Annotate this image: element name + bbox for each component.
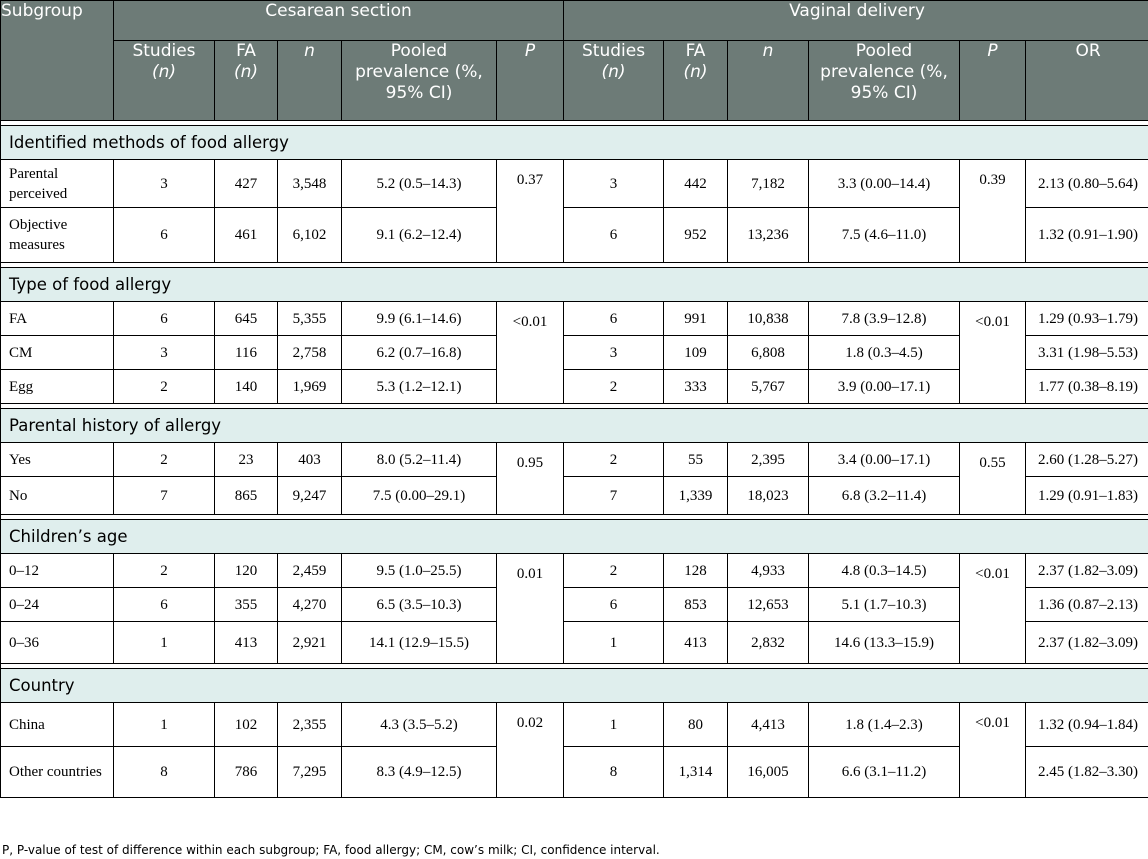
cs-pooled-cell: 6.5 (3.5–10.3) xyxy=(342,588,497,622)
cs-fa-cell: 355 xyxy=(215,588,278,622)
or-cell: 2.45 (1.82–3.30) xyxy=(1026,747,1148,798)
row-label: China xyxy=(1,703,114,747)
or-cell: 1.32 (0.91–1.90) xyxy=(1026,208,1148,263)
cs-studies-cell: 6 xyxy=(114,588,215,622)
cs-n-cell: 2,459 xyxy=(278,554,342,588)
row-label: CM xyxy=(1,336,114,370)
table-body xyxy=(1,121,1148,798)
section-header-row xyxy=(1,520,1148,554)
table-row xyxy=(1,443,1148,477)
cs-n-cell: 2,921 xyxy=(278,622,342,664)
vd-n-cell: 4,933 xyxy=(728,554,809,588)
or-cell: 2.60 (1.28–5.27) xyxy=(1026,443,1148,477)
vd-studies-cell: 1 xyxy=(564,622,664,664)
cs-n-cell: 7,295 xyxy=(278,747,342,798)
vd-n-cell: 18,023 xyxy=(728,477,809,515)
vd-studies-cell: 2 xyxy=(564,554,664,588)
cs-pooled-cell: 4.3 (3.5–5.2) xyxy=(342,703,497,747)
cs-fa-cell: 140 xyxy=(215,370,278,404)
table-row xyxy=(1,554,1148,588)
vd-pooled-cell: 1.8 (0.3–4.5) xyxy=(809,336,960,370)
table-row xyxy=(1,160,1148,208)
row-label: Objective measures xyxy=(1,208,114,263)
or-cell: 2.13 (0.80–5.64) xyxy=(1026,160,1148,208)
vd-n-cell: 12,653 xyxy=(728,588,809,622)
section-header-row xyxy=(1,268,1148,302)
vd-n-cell: 7,182 xyxy=(728,160,809,208)
row-label: 0–12 xyxy=(1,554,114,588)
or-cell: 1.29 (0.91–1.83) xyxy=(1026,477,1148,515)
cs-studies-cell: 6 xyxy=(114,302,215,336)
vd-fa-cell: 333 xyxy=(664,370,728,404)
cs-pooled-cell: 5.2 (0.5–14.3) xyxy=(342,160,497,208)
cs-pooled-cell: 9.1 (6.2–12.4) xyxy=(342,208,497,263)
vd-n-cell: 6,808 xyxy=(728,336,809,370)
vd-pooled-cell: 14.6 (13.3–15.9) xyxy=(809,622,960,664)
vd-n-cell: 2,832 xyxy=(728,622,809,664)
cs-n-cell: 6,102 xyxy=(278,208,342,263)
vd-fa-cell: 853 xyxy=(664,588,728,622)
vd-p-value: <0.01 xyxy=(960,703,1026,798)
cs-pooled-cell: 8.3 (4.9–12.5) xyxy=(342,747,497,798)
vd-n-cell: 4,413 xyxy=(728,703,809,747)
vd-pooled-cell: 1.8 (1.4–2.3) xyxy=(809,703,960,747)
section-title: Parental history of allergy xyxy=(1,409,1148,443)
vd-fa-header: FA (n) xyxy=(664,41,728,121)
cs-pooled-cell: 7.5 (0.00–29.1) xyxy=(342,477,497,515)
vd-fa-cell: 80 xyxy=(664,703,728,747)
row-label: Egg xyxy=(1,370,114,404)
row-label: 0–36 xyxy=(1,622,114,664)
or-cell: 2.37 (1.82–3.09) xyxy=(1026,622,1148,664)
section-title: Identified methods of food allergy xyxy=(1,126,1148,160)
or-cell: 3.31 (1.98–5.53) xyxy=(1026,336,1148,370)
section-header-row xyxy=(1,126,1148,160)
cs-n-cell: 1,969 xyxy=(278,370,342,404)
vd-studies-cell: 6 xyxy=(564,208,664,263)
cs-p-value: 0.37 xyxy=(497,160,564,263)
cs-p-value: 0.01 xyxy=(497,554,564,664)
cs-p-header: P xyxy=(497,41,564,121)
cs-fa-cell: 786 xyxy=(215,747,278,798)
cs-studies-cell: 6 xyxy=(114,208,215,263)
vd-pooled-cell: 6.8 (3.2–11.4) xyxy=(809,477,960,515)
cs-fa-cell: 413 xyxy=(215,622,278,664)
cs-fa-cell: 120 xyxy=(215,554,278,588)
vd-pooled-cell: 3.3 (0.00–14.4) xyxy=(809,160,960,208)
vd-n-cell: 10,838 xyxy=(728,302,809,336)
vd-pooled-cell: 7.8 (3.9–12.8) xyxy=(809,302,960,336)
cs-n-cell: 5,355 xyxy=(278,302,342,336)
vd-studies-cell: 2 xyxy=(564,370,664,404)
cs-studies-cell: 2 xyxy=(114,443,215,477)
or-cell: 1.77 (0.38–8.19) xyxy=(1026,370,1148,404)
cs-fa-cell: 865 xyxy=(215,477,278,515)
cs-studies-cell: 3 xyxy=(114,160,215,208)
cs-studies-cell: 1 xyxy=(114,622,215,664)
cs-pooled-cell: 6.2 (0.7–16.8) xyxy=(342,336,497,370)
vd-studies-cell: 3 xyxy=(564,160,664,208)
vd-p-value: 0.39 xyxy=(960,160,1026,263)
cs-pooled-cell: 5.3 (1.2–12.1) xyxy=(342,370,497,404)
cs-p-value: <0.01 xyxy=(497,302,564,404)
vd-n-cell: 13,236 xyxy=(728,208,809,263)
cs-n-cell: 2,758 xyxy=(278,336,342,370)
vd-fa-cell: 128 xyxy=(664,554,728,588)
vd-n-header: n xyxy=(728,41,809,121)
cs-n-cell: 9,247 xyxy=(278,477,342,515)
cs-n-cell: 3,548 xyxy=(278,160,342,208)
subgroup-header: Subgroup xyxy=(1,1,114,121)
vd-studies-cell: 7 xyxy=(564,477,664,515)
vd-fa-cell: 991 xyxy=(664,302,728,336)
vd-studies-header: Studies (n) xyxy=(564,41,664,121)
or-cell: 1.36 (0.87–2.13) xyxy=(1026,588,1148,622)
cs-studies-cell: 3 xyxy=(114,336,215,370)
cs-studies-cell: 7 xyxy=(114,477,215,515)
cs-fa-cell: 645 xyxy=(215,302,278,336)
vd-p-value: 0.55 xyxy=(960,443,1026,515)
vd-pooled-cell: 7.5 (4.6–11.0) xyxy=(809,208,960,263)
row-label: Yes xyxy=(1,443,114,477)
vd-fa-cell: 1,314 xyxy=(664,747,728,798)
vd-pooled-cell: 5.1 (1.7–10.3) xyxy=(809,588,960,622)
vd-fa-cell: 413 xyxy=(664,622,728,664)
cs-studies-cell: 2 xyxy=(114,370,215,404)
row-label: Parental perceived xyxy=(1,160,114,208)
vd-pooled-cell: 4.8 (0.3–14.5) xyxy=(809,554,960,588)
row-label: Other countries xyxy=(1,747,114,798)
cs-studies-cell: 1 xyxy=(114,703,215,747)
cs-pooled-cell: 9.5 (1.0–25.5) xyxy=(342,554,497,588)
or-cell: 1.32 (0.94–1.84) xyxy=(1026,703,1148,747)
vd-studies-cell: 3 xyxy=(564,336,664,370)
vd-p-header: P xyxy=(960,41,1026,121)
section-title: Type of food allergy xyxy=(1,268,1148,302)
vd-studies-cell: 2 xyxy=(564,443,664,477)
cs-fa-header: FA (n) xyxy=(215,41,278,121)
cs-pooled-cell: 9.9 (6.1–14.6) xyxy=(342,302,497,336)
cs-pooled-cell: 8.0 (5.2–11.4) xyxy=(342,443,497,477)
cs-studies-cell: 2 xyxy=(114,554,215,588)
or-cell: 2.37 (1.82–3.09) xyxy=(1026,554,1148,588)
vd-studies-cell: 8 xyxy=(564,747,664,798)
vd-fa-cell: 109 xyxy=(664,336,728,370)
vd-pooled-cell: 3.4 (0.00–17.1) xyxy=(809,443,960,477)
vd-n-cell: 16,005 xyxy=(728,747,809,798)
cs-fa-cell: 116 xyxy=(215,336,278,370)
row-label: No xyxy=(1,477,114,515)
cs-fa-cell: 23 xyxy=(215,443,278,477)
vd-fa-cell: 442 xyxy=(664,160,728,208)
section-title: Country xyxy=(1,669,1148,703)
section-header-row xyxy=(1,409,1148,443)
section-title: Children’s age xyxy=(1,520,1148,554)
table-row xyxy=(1,703,1148,747)
row-label: FA xyxy=(1,302,114,336)
or-header: OR xyxy=(1026,41,1148,121)
vd-fa-cell: 55 xyxy=(664,443,728,477)
cs-p-value: 0.95 xyxy=(497,443,564,515)
cs-n-header: n xyxy=(278,41,342,121)
vd-pooled-cell: 3.9 (0.00–17.1) xyxy=(809,370,960,404)
vd-pooled-cell: 6.6 (3.1–11.2) xyxy=(809,747,960,798)
section-header-row xyxy=(1,669,1148,703)
vd-studies-cell: 6 xyxy=(564,302,664,336)
vaginal-header: Vaginal delivery xyxy=(564,1,1148,41)
table-footnote: P, P-value of test of difference within each subgroup; FA, food allergy; CM, cow’s milk; CI, confidence interval. xyxy=(2,843,660,857)
cs-n-cell: 2,355 xyxy=(278,703,342,747)
row-label: 0–24 xyxy=(1,588,114,622)
table-row xyxy=(1,302,1148,336)
vd-p-value: <0.01 xyxy=(960,554,1026,664)
vd-fa-cell: 1,339 xyxy=(664,477,728,515)
cs-p-value: 0.02 xyxy=(497,703,564,798)
cesarean-header: Cesarean section xyxy=(114,1,564,41)
cs-pooled-cell: 14.1 (12.9–15.5) xyxy=(342,622,497,664)
cs-studies-header: Studies (n) xyxy=(114,41,215,121)
vd-studies-cell: 1 xyxy=(564,703,664,747)
cs-fa-cell: 461 xyxy=(215,208,278,263)
vd-fa-cell: 952 xyxy=(664,208,728,263)
vd-p-value: <0.01 xyxy=(960,302,1026,404)
vd-n-cell: 2,395 xyxy=(728,443,809,477)
cs-n-cell: 403 xyxy=(278,443,342,477)
cs-fa-cell: 102 xyxy=(215,703,278,747)
cs-studies-cell: 8 xyxy=(114,747,215,798)
vd-studies-cell: 6 xyxy=(564,588,664,622)
cs-fa-cell: 427 xyxy=(215,160,278,208)
or-cell: 1.29 (0.93–1.79) xyxy=(1026,302,1148,336)
vd-n-cell: 5,767 xyxy=(728,370,809,404)
cs-pooled-header: Pooled prevalence (%, 95% CI) xyxy=(342,41,497,121)
cs-n-cell: 4,270 xyxy=(278,588,342,622)
vd-pooled-header: Pooled prevalence (%, 95% CI) xyxy=(809,41,960,121)
